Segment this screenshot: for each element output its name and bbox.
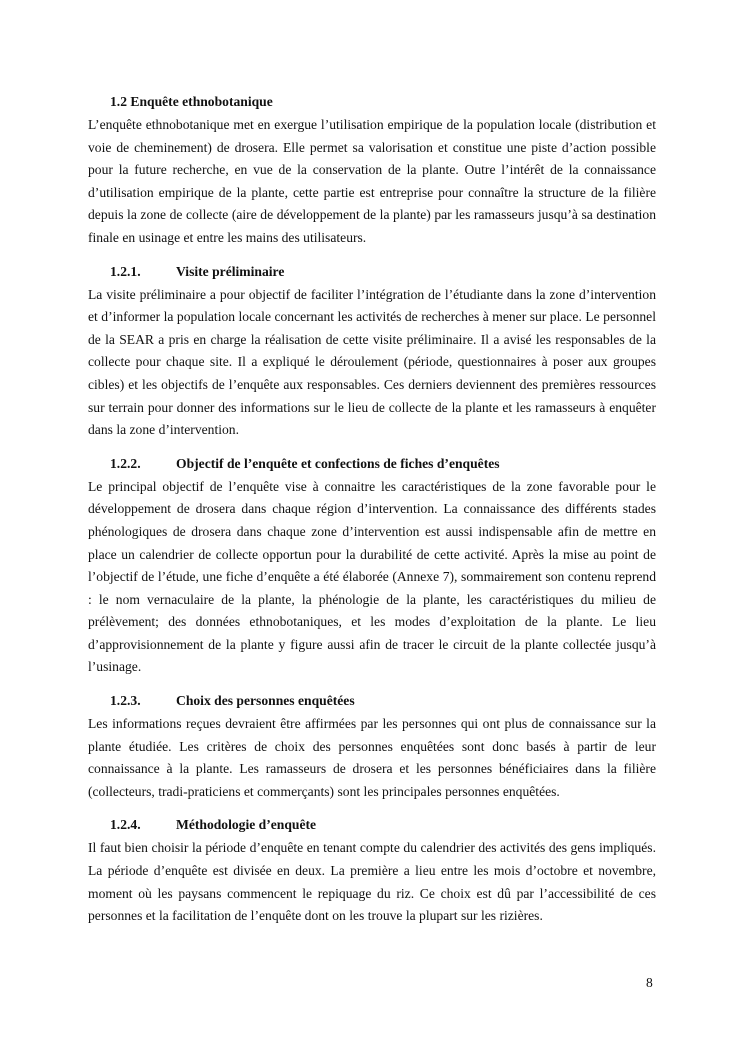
section-title: Choix des personnes enquêtées xyxy=(176,693,355,709)
section-number: 1.2.4. xyxy=(110,817,141,833)
section-number: 1.2.3. xyxy=(110,693,141,709)
section-paragraph-ethnobotanical-survey: L’enquête ethnobotanique met en exergue l’utilisation empirique de la population locale (distribution et voie de cheminement) de drosera. Elle permet sa valorisation et constitue une piste d’action possible pour la future recherche, en vue de la conservation de la plante. Outre l’intérêt de la connaissance d’utilisation empirique de la plante, cette partie est entreprise pour connaître la structure de la filière depuis la zone de collecte (aire de développement de la plante) par les ramasseurs jusqu’à sa destination finale en usinage et entre les mains des utilisateurs. xyxy=(88,117,656,245)
page-number: 8 xyxy=(646,975,653,990)
section-paragraph-preliminary-visit: La visite préliminaire a pour objectif de faciliter l’intégration de l’étudiante dans la zone d’intervention et d’informer la population locale concernant les activités de recherches à mener sur place. Le personnel de la SEAR a pris en charge la réalisation de cette visite préliminaire. Il a avisé les responsables de la collecte pour chaque site. Il a expliqué le déroulement (période, questionnaires à poser aux groupes cibles) et les objectifs de l’enquête aux responsables. Ces derniers deviennent des premières ressources sur terrain pour donner des informations sur le lieu de collecte de la plante et les ramasseurs à enquêter dans la zone d’intervention. xyxy=(88,286,656,438)
section-paragraph-respondent-selection: Les informations reçues devraient être affirmées par les personnes qui ont plus de connaissance sur la plante étudiée. Les critères de choix des personnes enquêtées sont donc basés à partir de leur connaissance à la plante. Les ramasseurs de drosera et les personnes bénéficiaires dans la filière (collecteurs, tradi-praticiens et commerçants) sont les principales personnes enquêtées. xyxy=(88,716,656,799)
section-title: 1.2 Enquête ethnobotanique xyxy=(110,94,273,109)
section-number: 1.2.2. xyxy=(110,455,141,471)
section-heading-ethnobotanical-survey xyxy=(88,92,656,112)
section-heading-survey-objective xyxy=(88,454,656,474)
section-number: 1.2.1. xyxy=(110,263,141,279)
section-heading-preliminary-visit xyxy=(88,262,656,282)
section-heading-respondent-selection xyxy=(88,691,656,711)
section-paragraph-survey-methodology: Il faut bien choisir la période d’enquête en tenant compte du calendrier des activités des gens impliqués. La période d’enquête est divisée en deux. La première a lieu entre les mois d’octobre et novembre, moment où les paysans commencent le repiquage du riz. Ce choix est dû par l’accessibilité de ces personnes et la facilitation de l’enquête dont on les trouve la plupart sur les rizières. xyxy=(88,840,656,924)
section-title: Méthodologie d’enquête xyxy=(176,817,317,833)
section-paragraph-survey-objective: Le principal objectif de l’enquête vise à connaitre les caractéristiques de la zone favorable pour le développement de drosera dans chaque région d’intervention. La connaissance des différents stades phénologiques de drosera dans chaque zone d’intervention est aussi indispensable afin de mettre en place un calendrier de collecte opportun pour la durabilité de cette activité. Après la mise au point de l’objectif de l’étude, une fiche d’enquête a été élaborée (Annexe 7), sommairement son contenu reprend : le nom vernaculaire de la plante, la phénologie de la plante, les caractéristiques du milieu de prélèvement; des données ethnobotaniques, et les modes d’exploitation de la plante. Le lieu d’approvisionnement de la plante y figure aussi afin de tracer le circuit de la plante collectée jusqu’à l’usinage. xyxy=(88,478,656,675)
section-title: Objectif de l’enquête et confections de fiches d’enquêtes xyxy=(176,455,500,471)
section-title: Visite préliminaire xyxy=(176,263,285,279)
document-page xyxy=(88,92,656,940)
section-heading-survey-methodology xyxy=(88,815,656,835)
